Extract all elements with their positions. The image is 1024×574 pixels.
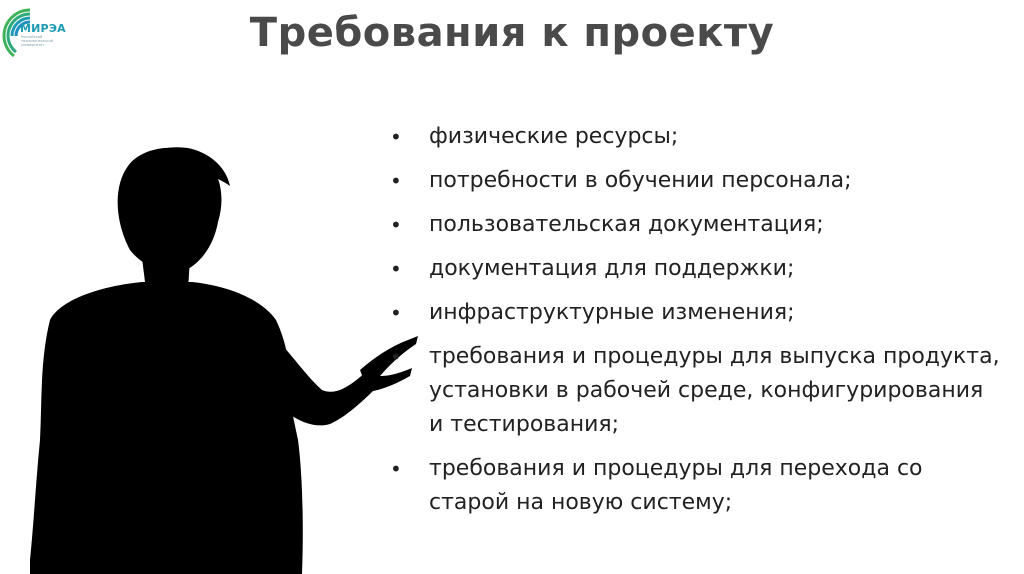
bullet-icon: • xyxy=(390,301,402,325)
bullet-icon: • xyxy=(390,125,402,149)
logo-name: МИРЭА xyxy=(20,22,66,35)
list-item-text: требования и процедуры для выпуска продукта, установки в рабочей среде, конфигурирования и тестирования; xyxy=(429,344,1000,437)
bullet-icon: • xyxy=(390,213,402,237)
list-item xyxy=(384,252,1004,286)
logo-subtitle: Российский технологический университет xyxy=(21,35,53,47)
list-item xyxy=(384,208,1004,242)
bullet-icon: • xyxy=(390,345,402,369)
bullet-icon: • xyxy=(390,457,402,481)
list-item xyxy=(384,452,1004,520)
presenter-silhouette-icon xyxy=(30,140,420,574)
list-item-text: пользовательская документация; xyxy=(429,212,824,237)
list-item xyxy=(384,340,1004,442)
page-title: Требования к проекту xyxy=(249,10,775,56)
list-item xyxy=(384,120,1004,154)
list-item xyxy=(384,296,1004,330)
list-item-text: инфраструктурные изменения; xyxy=(429,300,795,325)
requirements-list xyxy=(384,120,1004,530)
list-item-text: требования и процедуры для перехода со старой на новую систему; xyxy=(429,456,923,515)
list-item-text: документация для поддержки; xyxy=(429,256,795,281)
list-item xyxy=(384,164,1004,198)
bullet-icon: • xyxy=(390,257,402,281)
bullet-icon: • xyxy=(390,169,402,193)
list-item-text: физические ресурсы; xyxy=(429,124,679,149)
list-item-text: потребности в обучении персонала; xyxy=(429,168,852,193)
